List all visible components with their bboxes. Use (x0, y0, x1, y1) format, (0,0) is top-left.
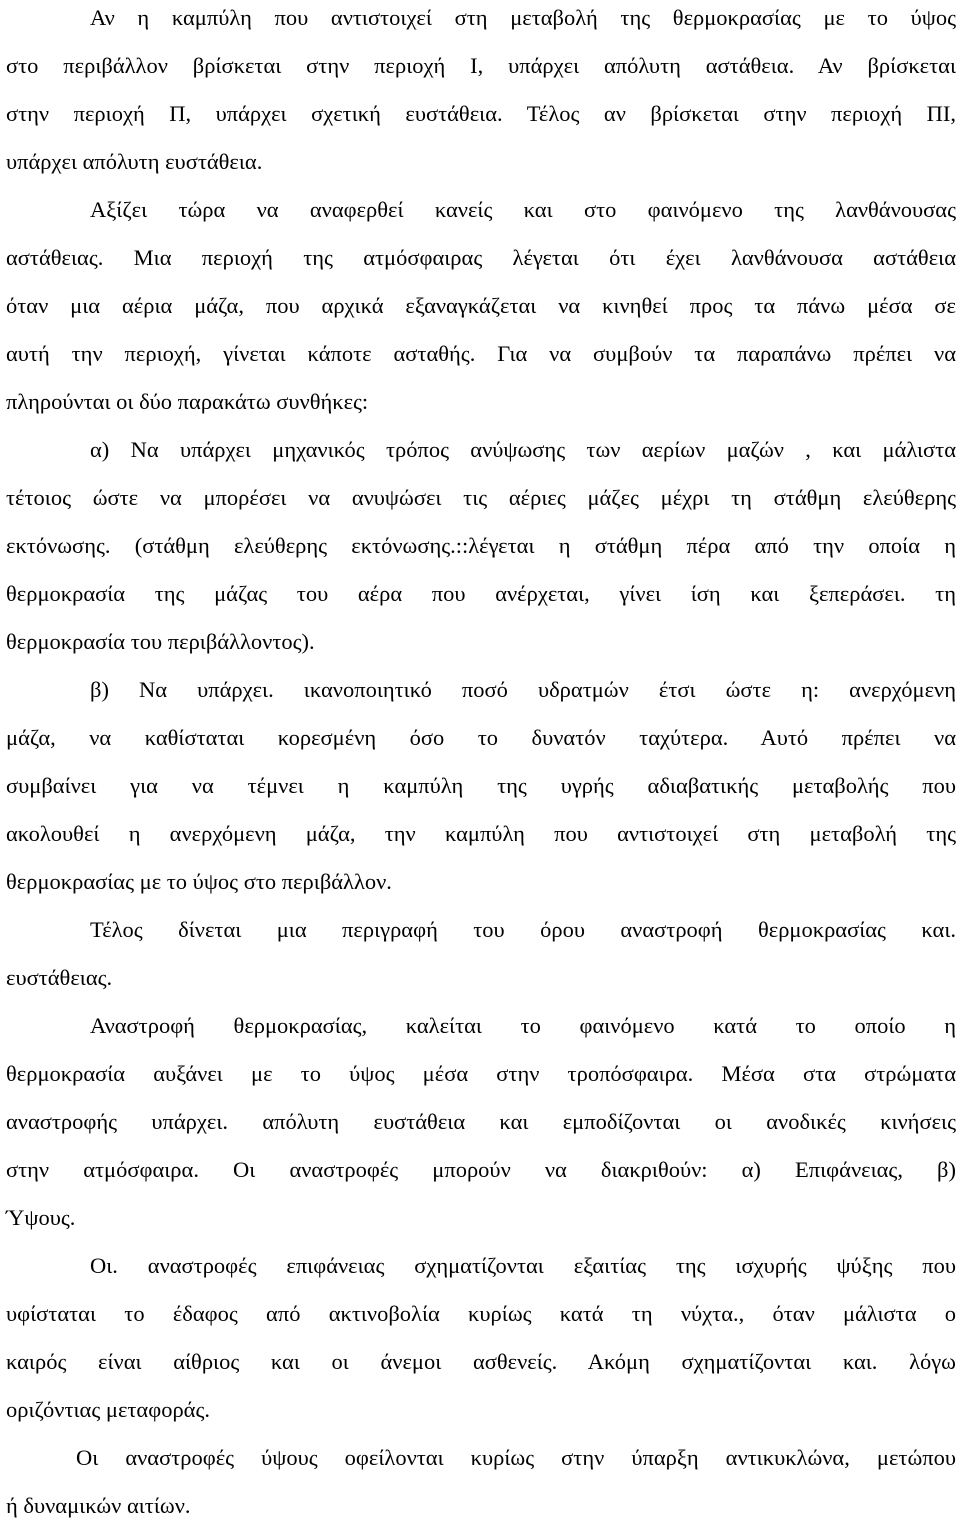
text-line: υφίσταται το έδαφος από ακτινοβολία κυρίως κατά τη νύχτα., όταν μάλιστα ο (6, 1301, 956, 1326)
text-line: αυτή την περιοχή, γίνεται κάποτε ασταθής. Για να συμβούν τα παραπάνω πρέπει να (6, 341, 956, 366)
text-line: αναστροφής υπάρχει. απόλυτη ευστάθεια και εμποδίζονται οι ανοδικές κινήσεις (6, 1109, 956, 1134)
text-line: υπάρχει απόλυτη ευστάθεια. (6, 149, 263, 174)
text-line: Οι αναστροφές ύψους οφείλονται κυρίως στην ύπαρξη αντικυκλώνα, μετώπου (76, 1445, 956, 1470)
text-line: Αν η καμπύλη που αντιστοιχεί στη μεταβολή της θερμοκρασίας με το ύψος (90, 5, 956, 30)
text-line: αστάθειας. Μια περιοχή της ατμόσφαιρας λέγεται ότι έχει λανθάνουσα αστάθεια (6, 245, 956, 270)
text-line: ή δυναμικών αιτίων. (6, 1493, 191, 1518)
text-line: θερμοκρασία της μάζας του αέρα που ανέρχεται, γίνει ίση και ξεπεράσει. τη (6, 581, 956, 606)
text-line: στην ατμόσφαιρα. Οι αναστροφές μπορούν να διακριθούν: α) Επιφάνειας, β) (6, 1157, 956, 1182)
text-line: όταν μια αέρια μάζα, που αρχικά εξαναγκάζεται να κινηθεί προς τα πάνω μέσα σε (6, 293, 956, 318)
text-line: στην περιοχή Π, υπάρχει σχετική ευστάθεια. Τέλος αν βρίσκεται στην περιοχή ΠΙ, (6, 101, 956, 126)
text-line: Ύψους. (6, 1205, 76, 1230)
text-line: θερμοκρασίας με το ύψος στο περιβάλλον. (6, 869, 392, 894)
text-line: οριζόντιας μεταφοράς. (6, 1397, 211, 1422)
text-line: τέτοιος ώστε να μπορέσει να ανυψώσει τις αέριες μάζες μέχρι τη στάθμη ελεύθερης (6, 485, 956, 510)
text-line: συμβαίνει για να τέμνει η καμπύλη της υγρής αδιαβατικής μεταβολής που (6, 773, 956, 798)
text-line: καιρός είναι αίθριος και οι άνεμοι ασθενείς. Ακόμη σχηματίζονται και. λόγω (6, 1349, 956, 1374)
text-line: α) Να υπάρχει μηχανικός τρόπος ανύψωσης των αερίων μαζών , και μάλιστα (90, 437, 956, 462)
text-line: Αξίζει τώρα να αναφερθεί κανείς και στο φαινόμενο της λανθάνουσας (90, 197, 956, 222)
text-line: Οι. αναστροφές επιφάνειας σχηματίζονται εξαιτίας της ισχυρής ψύξης που (90, 1253, 956, 1278)
text-line: θερμοκρασία του περιβάλλοντος). (6, 629, 315, 654)
text-line: β) Να υπάρχει. ικανοποιητικό ποσό υδρατμών έτσι ώστε η: ανερχόμενη (90, 677, 956, 702)
text-line: εκτόνωσης. (στάθμη ελεύθερης εκτόνωσης.::λέγεται η στάθμη πέρα από την οποία η (6, 533, 956, 558)
text-line: θερμοκρασία αυξάνει με το ύψος μέσα στην τροπόσφαιρα. Μέσα στα στρώματα (6, 1061, 956, 1086)
text-line: ακολουθεί η ανερχόμενη μάζα, την καμπύλη που αντιστοιχεί στη μεταβολή της (6, 821, 956, 846)
text-line: ευστάθειας. (6, 965, 113, 990)
text-line: πληρούνται οι δύο παρακάτω συνθήκες: (6, 389, 369, 414)
text-line: Τέλος δίνεται μια περιγραφή του όρου αναστροφή θερμοκρασίας και. (90, 917, 956, 942)
text-line: Αναστροφή θερμοκρασίας, καλείται το φαινόμενο κατά το οποίο η (90, 1013, 956, 1038)
text-line: στο περιβάλλον βρίσκεται στην περιοχή Ι, υπάρχει απόλυτη αστάθεια. Αν βρίσκεται (6, 53, 956, 78)
text-line: μάζα, να καθίσταται κορεσμένη όσο το δυνατόν ταχύτερα. Αυτό πρέπει να (6, 725, 956, 750)
